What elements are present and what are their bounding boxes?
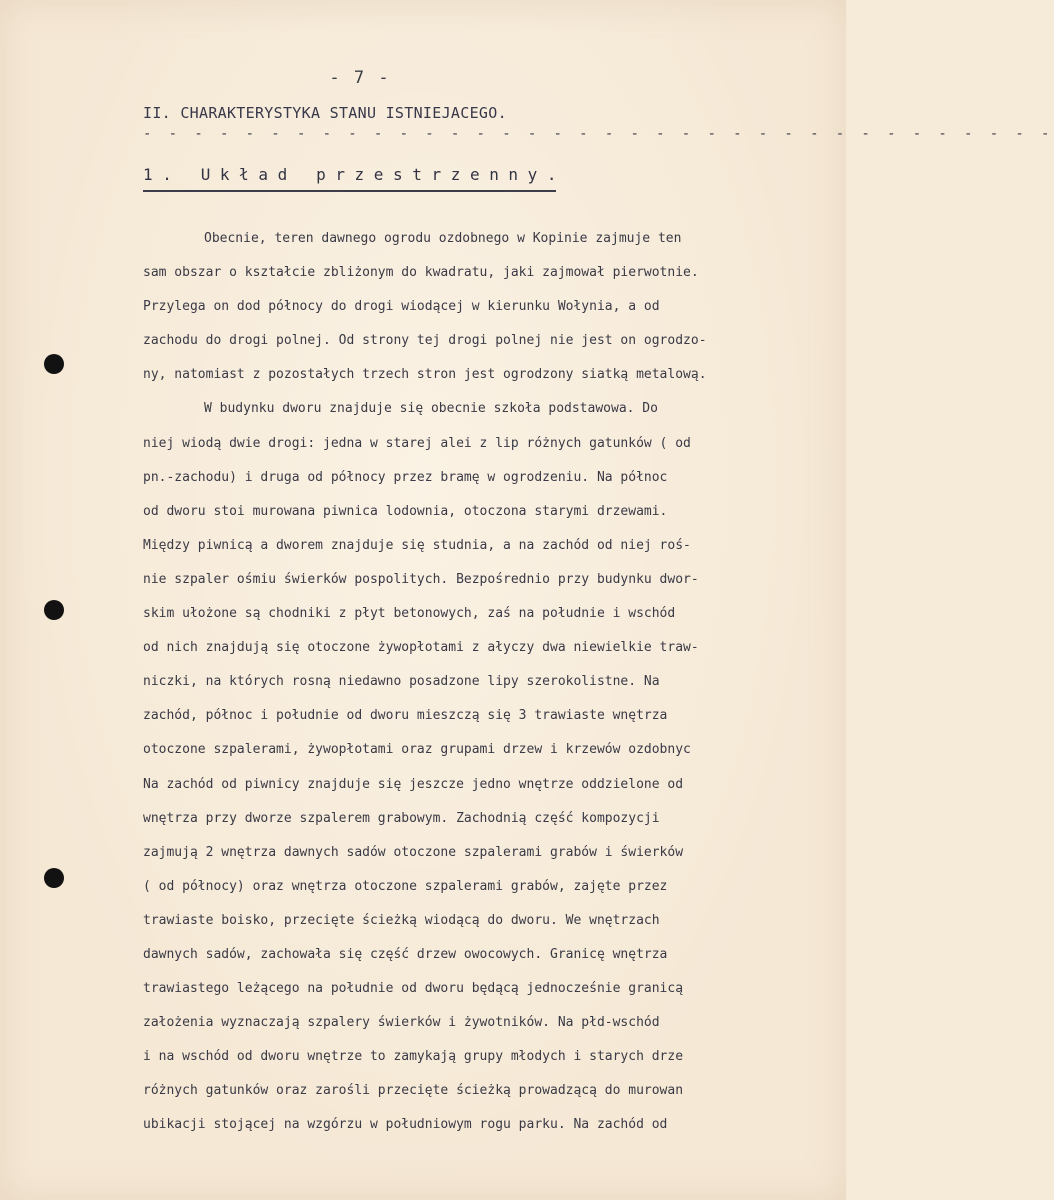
text-line: Między piwnicą a dworem znajduje się studnia, a na zachód od niej roś- (143, 537, 691, 553)
text-line: zajmują 2 wnętrza dawnych sadów otoczone szpalerami grabów i świerków (143, 844, 684, 860)
text-line: Obecnie, teren dawnego ogrodu ozdobnego w Kopinie zajmuje ten (204, 231, 682, 246)
text-line: od nich znajdują się otoczone żywopłotami z ałyczy dwa niewielkie traw- (143, 640, 699, 656)
subsection-heading: 1. Układ przestrzenny. (143, 165, 567, 184)
text-line: od dworu stoi murowana piwnica lodownia, otoczona starymi drzewami. (143, 503, 668, 519)
page-number: - 7 - (329, 68, 391, 88)
text-line: trawiastego leżącego na południe od dworu będącą jednocześnie granicą (143, 981, 684, 997)
text-line: Przylega on dod północy do drogi wiodącej w kierunku Wołynia, a od (143, 299, 660, 315)
text-line: otoczone szpalerami, żywopłotami oraz grupami drzew i krzewów ozdobnyc (143, 742, 691, 758)
section-heading: II. CHARAKTERYSTYKA STANU ISTNIEJACEGO. (143, 104, 507, 122)
binder-hole (44, 354, 64, 374)
text-line: trawiaste boisko, przecięte ścieżką wiodącą do dworu. We wnętrzach (143, 912, 660, 928)
binder-hole (44, 868, 64, 888)
text-line: W budynku dworu znajduje się obecnie szkoła podstawowa. Do (204, 401, 658, 417)
text-line: Na zachód od piwnicy znajduje się jeszcze jedno wnętrze oddzielone od (143, 776, 684, 792)
binder-hole (44, 600, 64, 620)
text-line: założenia wyznaczają szpalery świerków i żywotników. Na płd-wschód (143, 1015, 660, 1031)
text-line: różnych gatunków oraz zarośli przecięte ścieżką prowadzącą do murowan (143, 1083, 684, 1099)
text-line: ny, natomiast z pozostałych trzech stron jest ogrodzony siatką metalową. (143, 367, 707, 383)
text-line: ( od północy) oraz wnętrza otoczone szpalerami grabów, zajęte przez (143, 878, 668, 894)
section-dashed-rule: - - - - - - - - - - - - - - - - - - - - - - - - - - - - - - - - - - - - (143, 126, 1054, 142)
text-line: niej wiodą dwie drogi: jedna w starej alei z lip różnych gatunków ( od (143, 435, 691, 451)
text-line: zachód, północ i południe od dworu mieszczą się 3 trawiaste wnętrza (143, 708, 668, 724)
body-text (143, 222, 833, 1143)
text-line: niczki, na których rosną niedawno posadzone lipy szerokolistne. Na (143, 674, 660, 690)
text-line: nie szpaler ośmiu świerków pospolitych. Bezpośrednio przy budynku dwor- (143, 571, 699, 587)
text-line: skim ułożone są chodniki z płyt betonowych, zaś na południe i wschód (143, 606, 676, 622)
text-line: sam obszar o kształcie zbliżonym do kwadratu, jaki zajmował pierwotnie. (143, 265, 699, 281)
text-line: ubikacji stojącej na wzgórzu w południowym rogu parku. Na zachód od (143, 1117, 668, 1133)
text-line: dawnych sadów, zachowała się część drzew owocowych. Granicę wnętrza (143, 946, 668, 962)
subsection-underline (143, 190, 556, 192)
text-line: i na wschód od dworu wnętrze to zamykają grupy młodych i starych drze (143, 1049, 684, 1065)
text-line: pn.-zachodu) i druga od północy przez bramę w ogrodzeniu. Na północ (143, 469, 668, 485)
text-line: wnętrza przy dworze szpalerem grabowym. Zachodnią część kompozycji (143, 810, 660, 826)
text-line: zachodu do drogi polnej. Od strony tej drogi polnej nie jest on ogrodzo- (143, 333, 707, 349)
